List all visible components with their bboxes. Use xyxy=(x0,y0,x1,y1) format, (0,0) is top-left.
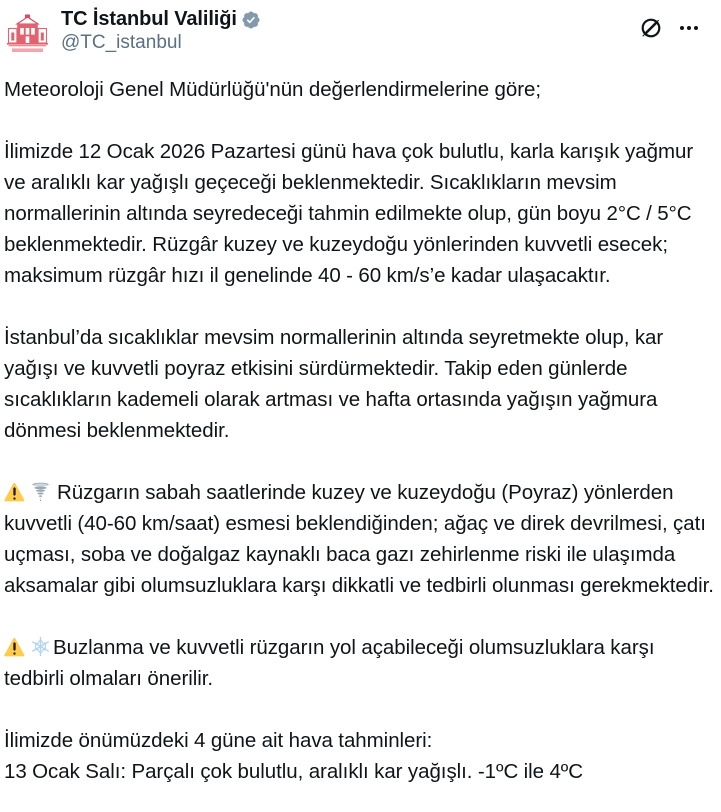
tweet-header xyxy=(0,0,721,60)
more-dot xyxy=(687,26,691,30)
paragraph-spacer xyxy=(4,446,717,477)
paragraph-spacer xyxy=(4,601,717,632)
tweet-paragraph-warning-ice xyxy=(4,632,717,694)
header-actions xyxy=(639,9,711,40)
account-handle[interactable]: @TC_istanbul xyxy=(61,32,182,53)
warning-sign-icon xyxy=(4,635,25,656)
avatar[interactable] xyxy=(4,10,51,57)
tweet-paragraph: İlimizde önümüzdeki 4 güne ait hava tahminleri: xyxy=(4,729,433,752)
account-identity xyxy=(61,9,261,54)
tweet-paragraph: Meteoroloji Genel Müdürlüğü'nün değerlendirmelerine göre; xyxy=(4,78,541,101)
tweet-text-body xyxy=(0,74,721,787)
tweet-paragraph: İstanbul’da sıcaklıklar mevsim normallerinin altında seyretmekte olup, kar yağışı ve kuvvetli poyraz etkisini sürdürmektedir. Takip eden günlerde sıcaklıkların kademeli olarak artması ve hafta ortasında yağışın yağmura dönmesi beklenmektedir. xyxy=(4,326,669,442)
snowflake-icon xyxy=(30,635,51,656)
display-name[interactable]: TC İstanbul Valiliği xyxy=(61,8,237,30)
tweet-paragraph: 13 Ocak Salı: Parçalı çok bulutlu, aralıklı kar yağışlı. -1ºC ile 4ºC xyxy=(4,760,584,783)
name-row xyxy=(61,9,261,29)
tweet-paragraph-text: Buzlanma ve kuvvetli rüzgarın yol açabileceği olumsuzluklara karşı tedbirli olmaları önerilir. xyxy=(4,636,660,690)
more-dot xyxy=(694,26,698,30)
tweet-paragraph-text: Rüzgarın sabah saatlerinde kuzey ve kuzeydoğu (Poyraz) yönlerden kuvvetli (40-60 km/saat) esmesi beklendiğinden; ağaç ve direk devrilmesi, çatı uçması, soba ve doğalgaz kaynaklı baca gazı zehirlenme riski ile ulaşımda aksamalar gibi olumsuzluklara karşı dikkatli ve tedbirli olunması gerekmektedir. xyxy=(4,481,714,597)
paragraph-spacer xyxy=(4,105,717,136)
more-options-icon[interactable] xyxy=(677,16,701,40)
more-dot xyxy=(680,26,684,30)
tornado-icon xyxy=(30,480,51,501)
paragraph-spacer xyxy=(4,694,717,725)
warning-sign-icon xyxy=(4,480,25,501)
tc-istanbul-valiligi-emblem-icon xyxy=(4,10,51,57)
grok-icon[interactable] xyxy=(639,16,663,40)
tweet-paragraph-warning-wind xyxy=(4,477,717,601)
tweet-paragraph: İlimizde 12 Ocak 2026 Pazartesi günü hava çok bulutlu, karla karışık yağmur ve aralıklı kar yağışlı geçeceği beklenmektedir. Sıcaklıkların mevsim normallerinin altında seyredeceği tahmin edilmekte olup, gün boyu 2°C / 5°C beklenmektedir. Rüzgâr kuzey ve kuzeydoğu yönlerinden kuvvetli esecek; maksimum rüzgâr hızı il genelinde 40 - 60 km/s’e kadar ulaşacaktır. xyxy=(4,140,699,287)
verified-badge-icon[interactable] xyxy=(241,10,261,30)
paragraph-spacer xyxy=(4,291,717,322)
